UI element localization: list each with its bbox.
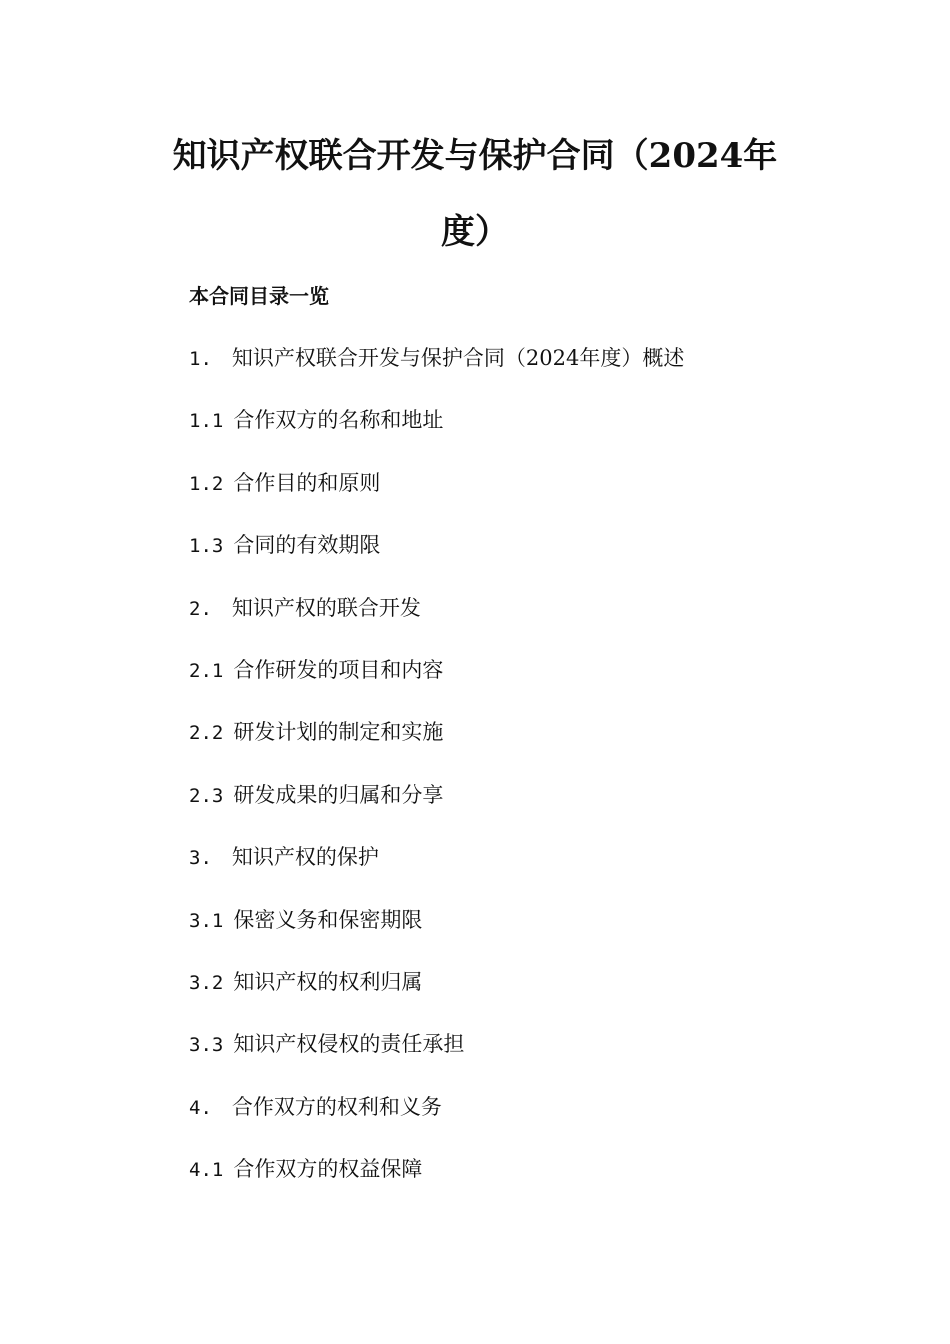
toc-item (189, 593, 684, 655)
toc-item-number: 2.1 (189, 659, 224, 682)
table-of-contents (189, 343, 684, 1216)
toc-item-number: 2.3 (189, 784, 224, 807)
toc-item (189, 530, 684, 592)
toc-item-text: 保密义务和保密期限 (233, 907, 423, 932)
toc-item (189, 655, 684, 717)
toc-item-number: 2.2 (189, 722, 224, 745)
toc-item-number: 1.1 (189, 410, 224, 433)
toc-item (189, 405, 684, 467)
toc-item (189, 967, 684, 1029)
toc-item-text: 知识产权的权利归属 (233, 969, 423, 994)
toc-item-text: 合作研发的项目和内容 (233, 657, 444, 682)
toc-item (189, 1029, 684, 1091)
toc-item (189, 780, 684, 842)
toc-item-number: 1. (189, 348, 212, 370)
document-title: 知识产权联合开发与保护合同（2024年度） (172, 136, 778, 252)
toc-item-number: 4. (189, 1096, 212, 1119)
toc-item-text: 知识产权联合开发与保护合同（2024年度）概述 (231, 346, 685, 370)
toc-item (189, 343, 684, 405)
toc-item-text: 合作双方的名称和地址 (233, 408, 444, 433)
toc-item-text: 合同的有效期限 (233, 533, 381, 558)
toc-item-number: 2. (189, 597, 212, 620)
toc-item-number: 3.2 (189, 971, 224, 994)
toc-item (189, 717, 684, 779)
toc-item-text: 研发计划的制定和实施 (233, 720, 444, 745)
toc-item (189, 842, 684, 904)
toc-item-text: 合作双方的权利和义务 (231, 1094, 442, 1119)
toc-item (189, 905, 684, 967)
toc-item-number: 3.3 (189, 1034, 224, 1057)
toc-item-text: 合作双方的权益保障 (233, 1157, 423, 1182)
toc-item-text: 知识产权侵权的责任承担 (233, 1032, 465, 1057)
toc-item-text: 知识产权的联合开发 (231, 595, 421, 620)
toc-item-text: 知识产权的保护 (231, 845, 379, 870)
toc-item (189, 468, 684, 530)
toc-item-number: 1.2 (189, 472, 224, 495)
toc-item-number: 1.3 (189, 535, 224, 558)
toc-item-text: 合作目的和原则 (233, 470, 381, 495)
toc-heading: 本合同目录一览 (189, 284, 329, 308)
toc-item (189, 1154, 684, 1216)
toc-item-number: 3. (189, 847, 212, 870)
toc-item-number: 3.1 (189, 909, 224, 932)
toc-item-number: 4.1 (189, 1159, 224, 1182)
toc-item (189, 1092, 684, 1154)
toc-item-text: 研发成果的归属和分享 (233, 782, 444, 807)
